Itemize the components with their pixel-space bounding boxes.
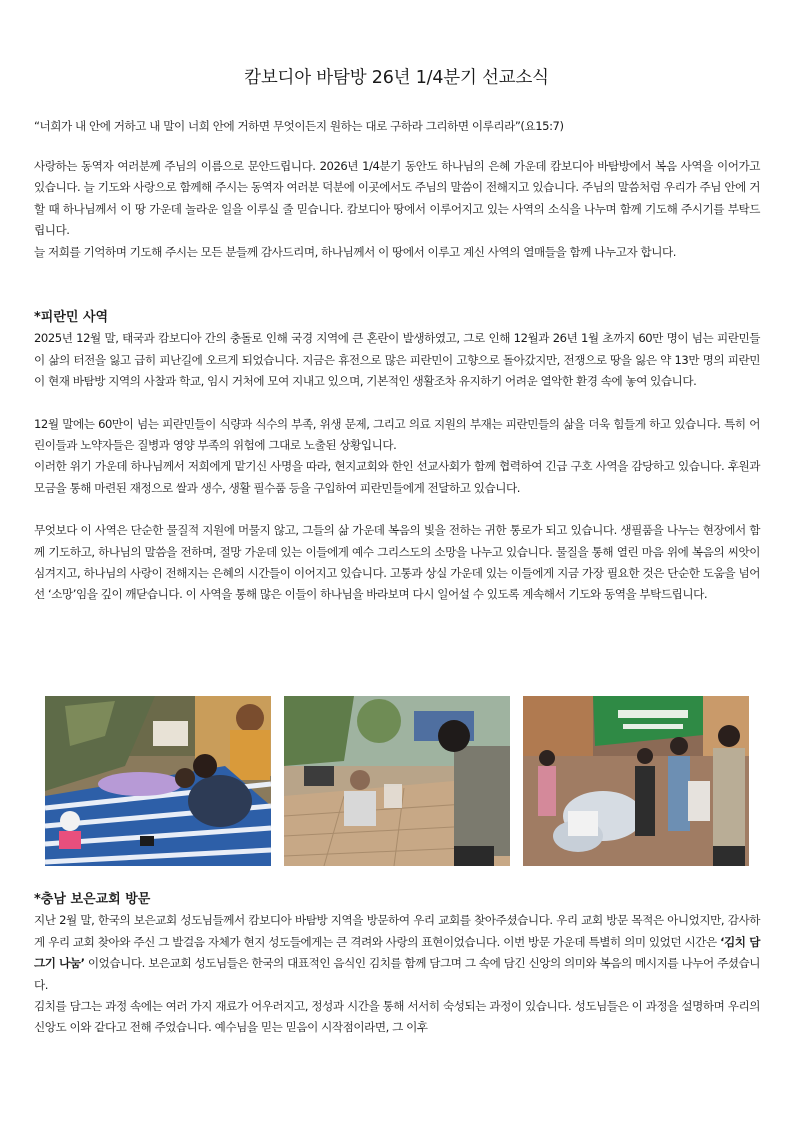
- refugee-ministry-section: [34, 307, 760, 606]
- church-visit-text-1: 지난 2월 말, 한국의 보은교회 성도님들께서 캄보디아 바탐방 지역을 방문하여 우리 교회를 찾아주셨습니다. 우리 교회 방문 목적은 아니었지만, 감사하게 우리 교회 찾아와 주신 그 발걸음 자체가 현지 성도들에게는 큰 격려와 사랑의 표현이었습니다. 이번 방문 가운데 특별히 의미 있었던 시간은: [34, 913, 760, 949]
- church-visit-paragraph-1: [34, 910, 760, 996]
- section-heading-refugee: *피란민 사역: [34, 310, 109, 325]
- relief-distribution-photo: [284, 696, 510, 866]
- church-visit-text-2: 이었습니다. 보은교회 성도님들은 한국의 대표적인 음식인 김치를 함께 담그며 그 속에 담긴 신앙의 의미와 복음의 메시지를 나누어 주셨습니다.: [34, 956, 760, 992]
- refugee-children-photo: [45, 696, 271, 866]
- bible-verse: “너희가 내 안에 거하고 내 말이 너희 안에 거하면 무엇이든지 원하는 대로 구하라 그리하면 이루리라”(요15:7): [34, 119, 564, 133]
- intro-section: [34, 156, 760, 263]
- refugee-paragraph-4: 무엇보다 이 사역은 단순한 물질적 지원에 머물지 않고, 그들의 삶 가운데 복음의 빛을 전하는 귀한 통로가 되고 있습니다. 생필품을 나누는 현장에서 함께 기도하고, 하나님의 말씀을 전하며, 절망 가운데 있는 이들에게 예수 그리스도의 소망을 나누고 있습니다. 물질을 통해 열린 마음 위에 복음의 씨앗이 심겨지고, 하나님의 사랑이 전해지는 은혜의 시간들이 이어지고 있습니다. 고통과 상실 가운데 있는 이들에게 지금 가장 필요한 것은 단순한 도움을 넘어선 ‘소망’임을 깊이 깨닫습니다. 이 사역을 통해 많은 이들이 하나님을 바라보며 다시 일어설 수 있도록 계속해서 기도와 동역을 부탁드립니다.: [34, 523, 760, 602]
- refugee-paragraph-3: 이러한 위기 가운데 하나님께서 저희에게 맡기신 사명을 따라, 현지교회와 한인 선교사회가 함께 협력하여 긴급 구호 사역을 감당하고 있습니다. 후원과 모금을 통해 마련된 재정으로 쌀과 생수, 생활 필수품 등을 구입하여 피란민들에게 전달하고 있습니다.: [34, 459, 760, 495]
- refugee-paragraph-2: 12월 말에는 60만이 넘는 피란민들이 식량과 식수의 부족, 위생 문제, 그리고 의료 지원의 부재는 피란민들의 삶을 더욱 힘들게 하고 있습니다. 특히 어린이들과 노약자들은 질병과 영양 부족의 위험에 그대로 노출된 상황입니다.: [34, 416, 760, 453]
- page-title: 캄보디아 바탐방 26년 1/4분기 선교소식: [244, 68, 549, 88]
- intro-paragraph-1: 사랑하는 동역자 여러분께 주님의 이름으로 문안드립니다. 2026년 1/4분기 동안도 하나님의 은혜 가운데 캄보디아 바탐방에서 복음 사역을 이어가고 있습니다. 늘 기도와 사랑으로 함께해 주시는 동역자 여러분 덕분에 이곳에서도 주님의 말씀이 전해지고 있습니다. 주님의 말씀처럼 우리가 주님 안에 거할 때 하나님께서 이 땅 가운데 놀라운 일을 이루실 줄 믿습니다. 캄보디아 땅에서 이루어지고 있는 사역의 소식을 나누며 함께 기도해 주시기를 부탁드립니다.: [34, 159, 760, 238]
- photo-row: [45, 696, 749, 866]
- church-visit-paragraph-2: 김치를 담그는 과정 속에는 여러 가지 재료가 어우러지고, 정성과 시간을 통해 서서히 숙성되는 과정이 있습니다. 성도님들은 이 과정을 설명하며 우리의 신앙도 이와 같다고 전해 주었습니다. 예수님을 믿는 믿음이 시작점이라면, 그 이후: [34, 999, 760, 1035]
- refugee-paragraph-1: 2025년 12월 말, 태국과 캄보디아 간의 충돌로 인해 국경 지역에 큰 혼란이 발생하였고, 그로 인해 12월과 26년 1월 초까지 60만 명이 넘는 피란민들이 삶의 터전을 잃고 급히 피난길에 오르게 되었습니다. 지금은 휴전으로 많은 피란민이 고향으로 돌아갔지만, 전쟁으로 땅을 잃은 약 13만 명의 피란민이 현재 바탐방 지역의 사찰과 학교, 임시 거처에 모여 지내고 있으며, 기본적인 생활조차 유지하기 어려운 열악한 환경 속에 놓여 있습니다.: [34, 331, 760, 389]
- kimchi-sharing-highlight: ‘김치 담그기 나눔’: [34, 934, 760, 971]
- church-visit-section: [34, 889, 760, 1039]
- section-heading-church-visit: *충남 보은교회 방문: [34, 892, 151, 907]
- intro-paragraph-2: 늘 저희를 기억하며 기도해 주시는 모든 분들께 감사드리며, 하나님께서 이 땅에서 이루고 계신 사역의 열매들을 함께 나누고자 합니다.: [34, 244, 676, 259]
- supply-delivery-photo: [523, 696, 749, 866]
